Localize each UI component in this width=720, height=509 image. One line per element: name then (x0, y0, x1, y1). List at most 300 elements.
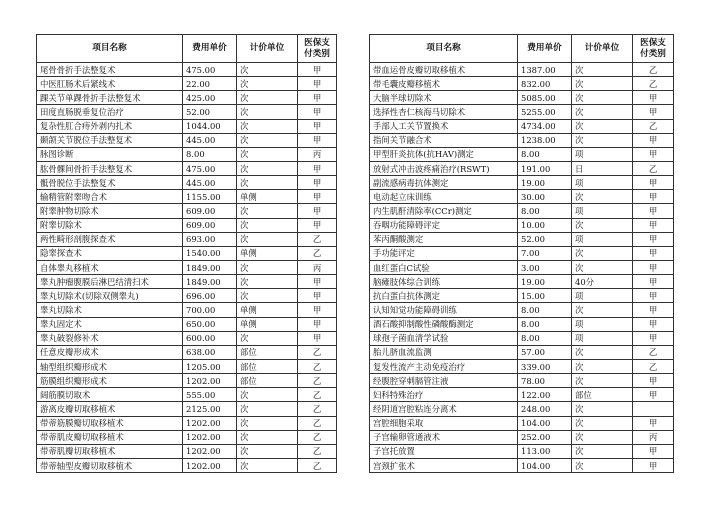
header-insurance-category: 医保支付类别 (633, 35, 674, 63)
cell-insurance-category: 乙 (298, 246, 337, 260)
cell-item-name: 颞颌关节脱位手法整复术 (37, 133, 183, 147)
fee-table-right (369, 34, 674, 473)
table-header-row (37, 35, 337, 63)
cell-pricing-unit: 次 (237, 204, 298, 218)
cell-pricing-unit: 次 (572, 345, 633, 359)
table-row (370, 133, 674, 147)
cell-insurance-category (633, 402, 674, 416)
cell-item-name: 认知知觉功能障碍训练 (370, 303, 518, 317)
cell-unit-price: 339.00 (518, 359, 572, 373)
cell-pricing-unit: 次 (237, 63, 298, 77)
cell-insurance-category: 甲 (633, 458, 674, 472)
cell-pricing-unit: 项 (572, 317, 633, 331)
cell-unit-price: 113.00 (518, 444, 572, 458)
cell-insurance-category: 甲 (298, 77, 337, 91)
cell-item-name: 酒石酸抑制酸性磷酸酶测定 (370, 317, 518, 331)
cell-item-name: 中医肛肠术后紧线术 (37, 77, 183, 91)
cell-insurance-category: 甲 (633, 289, 674, 303)
cell-item-name: 复杂性肛合痔外剥内扎术 (37, 119, 183, 133)
cell-unit-price: 30.00 (518, 190, 572, 204)
table-row (370, 374, 674, 388)
table-row (37, 91, 337, 105)
cell-item-name: 甲型肝炎抗体(抗HAV)测定 (370, 147, 518, 161)
cell-pricing-unit: 次 (572, 91, 633, 105)
cell-item-name: 骶骨脱位手法整复术 (37, 176, 183, 190)
cell-insurance-category: 甲 (633, 176, 674, 190)
cell-unit-price: 1202.00 (183, 444, 237, 458)
cell-item-name: 手功能评定 (370, 246, 518, 260)
cell-item-name: 血红蛋白C试验 (370, 260, 518, 274)
cell-unit-price: 1202.00 (183, 430, 237, 444)
cell-unit-price: 609.00 (183, 204, 237, 218)
table-row (37, 246, 337, 260)
table-row (37, 190, 337, 204)
cell-pricing-unit: 日 (572, 161, 633, 175)
cell-item-name: 大脑半球切除术 (370, 91, 518, 105)
cell-item-name: 阔筋膜切取术 (37, 388, 183, 402)
cell-unit-price: 8.00 (518, 303, 572, 317)
cell-pricing-unit: 次 (572, 190, 633, 204)
cell-unit-price: 445.00 (183, 133, 237, 147)
cell-unit-price: 1202.00 (183, 374, 237, 388)
cell-item-name: 宫颈扩张术 (370, 458, 518, 472)
cell-pricing-unit: 次 (572, 105, 633, 119)
cell-item-name: 睾丸切除术 (37, 303, 183, 317)
cell-pricing-unit: 次 (237, 416, 298, 430)
cell-item-name: 指间关节融合术 (370, 133, 518, 147)
cell-item-name: 带毛囊皮瓣移植术 (370, 77, 518, 91)
cell-insurance-category: 乙 (298, 388, 337, 402)
cell-unit-price: 78.00 (518, 374, 572, 388)
cell-unit-price: 1202.00 (183, 416, 237, 430)
cell-insurance-category: 甲 (298, 331, 337, 345)
cell-pricing-unit: 次 (572, 444, 633, 458)
cell-item-name: 电动起立床训练 (370, 190, 518, 204)
table-row (370, 147, 674, 161)
cell-unit-price: 15.00 (518, 289, 572, 303)
cell-unit-price: 638.00 (183, 345, 237, 359)
cell-unit-price: 700.00 (183, 303, 237, 317)
cell-insurance-category: 乙 (298, 359, 337, 373)
cell-unit-price: 1155.00 (183, 190, 237, 204)
cell-item-name: 子宫输卵管通液术 (370, 430, 518, 444)
cell-insurance-category: 甲 (633, 317, 674, 331)
table-row (37, 374, 337, 388)
cell-insurance-category: 甲 (298, 204, 337, 218)
table-row (370, 331, 674, 345)
cell-pricing-unit: 次 (572, 218, 633, 232)
cell-unit-price: 52.00 (518, 232, 572, 246)
table-row (37, 303, 337, 317)
cell-unit-price: 600.00 (183, 331, 237, 345)
cell-insurance-category: 乙 (298, 444, 337, 458)
cell-pricing-unit: 单侧 (237, 190, 298, 204)
cell-item-name: 肱骨髁间骨折手法整复术 (37, 161, 183, 175)
table-row (370, 77, 674, 91)
cell-pricing-unit: 次 (572, 359, 633, 373)
table-header-row (370, 35, 674, 63)
cell-item-name: 经阴道宫腔粘连分离术 (370, 402, 518, 416)
cell-pricing-unit: 次 (572, 260, 633, 274)
cell-unit-price: 104.00 (518, 458, 572, 472)
cell-insurance-category: 乙 (633, 359, 674, 373)
cell-insurance-category: 乙 (633, 77, 674, 91)
cell-pricing-unit: 次 (572, 458, 633, 472)
cell-unit-price: 7.00 (518, 246, 572, 260)
cell-insurance-category: 甲 (633, 190, 674, 204)
header-insurance-category: 医保支付类别 (298, 35, 337, 63)
cell-item-name: 睾丸固定术 (37, 317, 183, 331)
table-row (370, 246, 674, 260)
cell-insurance-category: 乙 (298, 416, 337, 430)
cell-insurance-category: 甲 (298, 303, 337, 317)
cell-pricing-unit: 部位 (237, 374, 298, 388)
cell-item-name: 轴型组织瓣形成术 (37, 359, 183, 373)
cell-insurance-category: 甲 (633, 374, 674, 388)
cell-insurance-category: 甲 (633, 275, 674, 289)
cell-unit-price: 1849.00 (183, 275, 237, 289)
cell-pricing-unit: 项 (572, 176, 633, 190)
table-row (37, 444, 337, 458)
cell-pricing-unit: 次 (237, 331, 298, 345)
cell-unit-price: 1387.00 (518, 63, 572, 77)
cell-unit-price: 650.00 (183, 317, 237, 331)
cell-unit-price: 5255.00 (518, 105, 572, 119)
table-row (37, 232, 337, 246)
table-row (37, 260, 337, 274)
cell-item-name: 带蒂肌瓣切取移植术 (37, 444, 183, 458)
table-row (370, 317, 674, 331)
table-row (37, 63, 337, 77)
table-row (37, 105, 337, 119)
cell-pricing-unit: 40分 (572, 275, 633, 289)
table-row (37, 176, 337, 190)
cell-item-name: 放射式冲击波疼痛治疗(RSWT) (370, 161, 518, 175)
table-row (370, 105, 674, 119)
cell-insurance-category: 乙 (298, 374, 337, 388)
cell-unit-price: 2125.00 (183, 402, 237, 416)
table-row (37, 218, 337, 232)
cell-insurance-category: 甲 (298, 176, 337, 190)
cell-insurance-category: 丙 (633, 430, 674, 444)
header-pricing-unit: 计价单位 (572, 35, 633, 63)
cell-unit-price: 475.00 (183, 161, 237, 175)
cell-unit-price: 22.00 (183, 77, 237, 91)
table-row (37, 345, 337, 359)
table-row (370, 161, 674, 175)
table-row (370, 303, 674, 317)
cell-pricing-unit: 次 (237, 458, 298, 472)
cell-unit-price: 696.00 (183, 289, 237, 303)
table-row (37, 388, 337, 402)
cell-insurance-category: 甲 (298, 289, 337, 303)
cell-pricing-unit: 单侧 (237, 303, 298, 317)
cell-item-name: 脉图诊断 (37, 147, 183, 161)
cell-unit-price: 1540.00 (183, 246, 237, 260)
cell-item-name: 睾丸切除术(切除双侧睾丸) (37, 289, 183, 303)
cell-pricing-unit: 次 (237, 388, 298, 402)
cell-unit-price: 832.00 (518, 77, 572, 91)
cell-item-name: 选择性杏仁核海马切除术 (370, 105, 518, 119)
cell-item-name: 带蒂轴型皮瓣切取移植术 (37, 458, 183, 472)
table-row (37, 275, 337, 289)
header-item-name: 项目名称 (37, 35, 183, 63)
table-row (37, 119, 337, 133)
table-row (370, 190, 674, 204)
cell-pricing-unit: 项 (572, 147, 633, 161)
cell-insurance-category: 甲 (298, 91, 337, 105)
cell-unit-price: 1849.00 (183, 260, 237, 274)
cell-pricing-unit: 次 (237, 91, 298, 105)
table-row (370, 430, 674, 444)
cell-insurance-category: 甲 (298, 317, 337, 331)
header-unit-price: 费用单价 (183, 35, 237, 63)
cell-item-name: 苯丙酮酸测定 (370, 232, 518, 246)
cell-insurance-category: 甲 (633, 416, 674, 430)
cell-unit-price: 425.00 (183, 91, 237, 105)
cell-insurance-category: 甲 (298, 119, 337, 133)
table-row (370, 416, 674, 430)
cell-item-name: 两性畸形剖腹探查术 (37, 232, 183, 246)
cell-item-name: 经腹腔穿刺膈管注液 (370, 374, 518, 388)
cell-unit-price: 248.00 (518, 402, 572, 416)
cell-insurance-category: 甲 (298, 218, 337, 232)
cell-item-name: 输精管附睾吻合术 (37, 190, 183, 204)
cell-pricing-unit: 单侧 (237, 317, 298, 331)
cell-unit-price: 475.00 (183, 63, 237, 77)
cell-pricing-unit: 次 (572, 63, 633, 77)
cell-pricing-unit: 次 (572, 303, 633, 317)
cell-insurance-category: 甲 (298, 133, 337, 147)
cell-insurance-category: 甲 (633, 246, 674, 260)
cell-item-name: 带血运骨皮瓣切取移植术 (370, 63, 518, 77)
cell-unit-price: 693.00 (183, 232, 237, 246)
cell-insurance-category: 乙 (633, 119, 674, 133)
table-row (370, 63, 674, 77)
cell-unit-price: 57.00 (518, 345, 572, 359)
table-row (37, 331, 337, 345)
cell-insurance-category: 甲 (298, 63, 337, 77)
cell-pricing-unit: 次 (572, 416, 633, 430)
fee-table-left (36, 34, 337, 473)
cell-insurance-category: 乙 (298, 232, 337, 246)
cell-pricing-unit: 次 (237, 275, 298, 289)
cell-item-name: 带蒂筋膜瓣切取移植术 (37, 416, 183, 430)
cell-insurance-category: 甲 (633, 260, 674, 274)
table-row (370, 289, 674, 303)
cell-unit-price: 4734.00 (518, 119, 572, 133)
cell-unit-price: 1205.00 (183, 359, 237, 373)
cell-unit-price: 19.00 (518, 275, 572, 289)
cell-pricing-unit: 次 (237, 176, 298, 190)
cell-pricing-unit: 次 (237, 289, 298, 303)
table-row (37, 133, 337, 147)
cell-item-name: 踝关节单踝骨折手法整复术 (37, 91, 183, 105)
cell-pricing-unit: 次 (237, 161, 298, 175)
cell-unit-price: 1202.00 (183, 458, 237, 472)
cell-pricing-unit: 次 (237, 260, 298, 274)
cell-item-name: 游离皮瓣切取移植术 (37, 402, 183, 416)
table-row (37, 359, 337, 373)
header-pricing-unit: 计价单位 (237, 35, 298, 63)
table-row (37, 289, 337, 303)
cell-insurance-category: 甲 (633, 388, 674, 402)
cell-pricing-unit: 项 (572, 204, 633, 218)
cell-unit-price: 252.00 (518, 430, 572, 444)
cell-pricing-unit: 次 (237, 402, 298, 416)
cell-insurance-category: 甲 (298, 275, 337, 289)
cell-insurance-category: 丙 (298, 147, 337, 161)
table-row (370, 402, 674, 416)
cell-insurance-category: 乙 (298, 430, 337, 444)
cell-unit-price: 5085.00 (518, 91, 572, 105)
table-row (37, 147, 337, 161)
cell-pricing-unit: 次 (237, 133, 298, 147)
cell-unit-price: 122.00 (518, 388, 572, 402)
table-row (370, 359, 674, 373)
cell-item-name: 内生肌酐清除率(CCr)测定 (370, 204, 518, 218)
cell-pricing-unit: 次 (572, 374, 633, 388)
cell-item-name: 子宫托放置 (370, 444, 518, 458)
cell-item-name: 胎儿脐血流监测 (370, 345, 518, 359)
cell-pricing-unit: 次 (237, 105, 298, 119)
cell-item-name: 球孢子菌血清学试验 (370, 331, 518, 345)
cell-item-name: 副流感病毒抗体测定 (370, 176, 518, 190)
cell-item-name: 宫腔细胞采取 (370, 416, 518, 430)
cell-unit-price: 1238.00 (518, 133, 572, 147)
cell-insurance-category: 甲 (298, 161, 337, 175)
table-row (370, 119, 674, 133)
table-row (37, 416, 337, 430)
cell-unit-price: 555.00 (183, 388, 237, 402)
cell-pricing-unit: 次 (237, 430, 298, 444)
cell-unit-price: 8.00 (518, 204, 572, 218)
cell-insurance-category: 甲 (633, 331, 674, 345)
cell-unit-price: 10.00 (518, 218, 572, 232)
cell-pricing-unit: 次 (237, 147, 298, 161)
cell-insurance-category: 乙 (633, 63, 674, 77)
cell-insurance-category: 甲 (298, 190, 337, 204)
cell-insurance-category: 乙 (298, 458, 337, 472)
cell-unit-price: 52.00 (183, 105, 237, 119)
cell-insurance-category: 乙 (633, 161, 674, 175)
cell-insurance-category: 甲 (298, 105, 337, 119)
table-row (37, 204, 337, 218)
header-unit-price: 费用单价 (518, 35, 572, 63)
cell-insurance-category: 甲 (633, 444, 674, 458)
cell-insurance-category: 甲 (633, 303, 674, 317)
cell-insurance-category: 甲 (633, 147, 674, 161)
cell-pricing-unit: 部位 (572, 388, 633, 402)
cell-insurance-category: 甲 (633, 204, 674, 218)
cell-unit-price: 191.00 (518, 161, 572, 175)
cell-pricing-unit: 次 (572, 402, 633, 416)
cell-item-name: 自体睾丸移植术 (37, 260, 183, 274)
cell-item-name: 筋膜组织瓣形成术 (37, 374, 183, 388)
cell-item-name: 附睾切除术 (37, 218, 183, 232)
cell-item-name: 任意皮瓣形成术 (37, 345, 183, 359)
table-row (370, 218, 674, 232)
cell-insurance-category: 甲 (633, 105, 674, 119)
cell-pricing-unit: 次 (572, 246, 633, 260)
cell-insurance-category: 乙 (633, 345, 674, 359)
cell-unit-price: 104.00 (518, 416, 572, 430)
cell-insurance-category: 甲 (633, 91, 674, 105)
cell-pricing-unit: 项 (572, 331, 633, 345)
cell-pricing-unit: 次 (572, 119, 633, 133)
cell-insurance-category: 甲 (633, 218, 674, 232)
cell-item-name: 妇科特殊治疗 (370, 388, 518, 402)
table-row (370, 91, 674, 105)
table-row (37, 77, 337, 91)
cell-item-name: 睾丸破裂修补术 (37, 331, 183, 345)
cell-item-name: 脑瘫肢体综合训练 (370, 275, 518, 289)
cell-item-name: 吞咽功能障碍评定 (370, 218, 518, 232)
cell-insurance-category: 甲 (633, 232, 674, 246)
cell-insurance-category: 乙 (298, 402, 337, 416)
cell-unit-price: 445.00 (183, 176, 237, 190)
table-row (370, 204, 674, 218)
cell-item-name: 复发性流产主动免疫治疗 (370, 359, 518, 373)
table-row (370, 444, 674, 458)
table-row (370, 232, 674, 246)
cell-item-name: 附睾肿物切除术 (37, 204, 183, 218)
cell-pricing-unit: 部位 (237, 345, 298, 359)
table-row (370, 176, 674, 190)
cell-unit-price: 609.00 (183, 218, 237, 232)
cell-pricing-unit: 次 (572, 77, 633, 91)
cell-item-name: 尾骨骨折手法整复术 (37, 63, 183, 77)
cell-pricing-unit: 项 (572, 289, 633, 303)
cell-unit-price: 8.00 (183, 147, 237, 161)
cell-item-name: 抗白蛋白抗体测定 (370, 289, 518, 303)
cell-insurance-category: 甲 (633, 133, 674, 147)
cell-pricing-unit: 次 (237, 77, 298, 91)
cell-unit-price: 8.00 (518, 317, 572, 331)
cell-unit-price: 1044.00 (183, 119, 237, 133)
table-row (37, 317, 337, 331)
cell-unit-price: 8.00 (518, 147, 572, 161)
cell-item-name: 手部人工关节置换术 (370, 119, 518, 133)
cell-pricing-unit: 次 (572, 133, 633, 147)
cell-item-name: 睾丸肿瘤腹膜后淋巴结清扫术 (37, 275, 183, 289)
cell-pricing-unit: 单侧 (237, 246, 298, 260)
table-row (37, 161, 337, 175)
cell-unit-price: 3.00 (518, 260, 572, 274)
cell-item-name: 隐睾探查术 (37, 246, 183, 260)
cell-pricing-unit: 次 (572, 430, 633, 444)
cell-pricing-unit: 次 (237, 119, 298, 133)
cell-insurance-category: 乙 (298, 345, 337, 359)
cell-unit-price: 19.00 (518, 176, 572, 190)
table-row (370, 345, 674, 359)
table-row (370, 275, 674, 289)
cell-pricing-unit: 次 (237, 444, 298, 458)
table-row (37, 402, 337, 416)
cell-item-name: 田度直肠脱垂复位治疗 (37, 105, 183, 119)
cell-insurance-category: 丙 (298, 260, 337, 274)
header-item-name: 项目名称 (370, 35, 518, 63)
table-row (370, 260, 674, 274)
cell-pricing-unit: 部位 (237, 359, 298, 373)
cell-pricing-unit: 次 (237, 218, 298, 232)
table-row (370, 388, 674, 402)
cell-pricing-unit: 次 (237, 232, 298, 246)
table-row (37, 430, 337, 444)
table-row (37, 458, 337, 472)
table-row (370, 458, 674, 472)
cell-item-name: 带蒂肌皮瓣切取移植术 (37, 430, 183, 444)
